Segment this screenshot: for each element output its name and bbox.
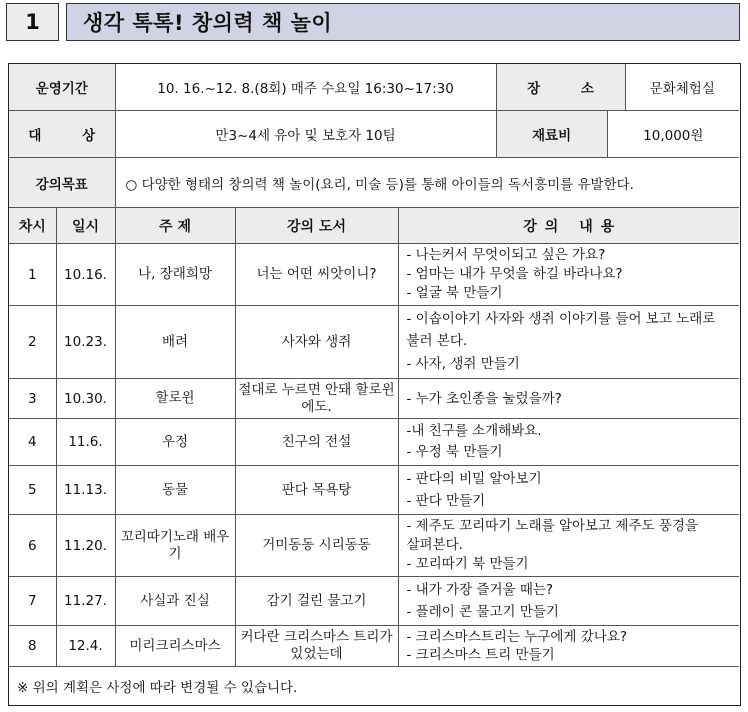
header-content: 강의 내용 (398, 208, 739, 244)
table-row (9, 515, 739, 577)
content-line: - 판다 만들기 (406, 493, 486, 509)
session-no: 6 (9, 515, 56, 577)
session-book: 판다 목욕탕 (235, 466, 398, 515)
target-label: 대 상 (9, 111, 115, 158)
header-topic: 주 제 (115, 208, 235, 244)
session-content (398, 515, 739, 577)
session-date: 11.13. (56, 466, 115, 515)
session-date: 11.20. (56, 515, 115, 577)
content-line: - 얼굴 북 만들기 (406, 285, 503, 301)
program-table (9, 64, 739, 705)
session-topic: 동물 (115, 466, 235, 515)
session-topic: 미리크리스마스 (115, 626, 235, 667)
session-book: 절대로 누르면 안돼 할로윈에도. (235, 379, 398, 419)
content-line: - 크리스마스 트리 만들기 (406, 647, 555, 663)
fee-cell (496, 111, 739, 158)
fee-label: 재료비 (497, 111, 608, 157)
session-content (398, 419, 739, 466)
table-row (9, 466, 739, 515)
content-line: - 크리스마스트리는 누구에게 갔나요? (406, 629, 628, 645)
info-row-period (9, 64, 739, 111)
session-no: 3 (9, 379, 56, 419)
session-no: 2 (9, 306, 56, 379)
content-line: - 사자, 생쥐 만들기 (406, 356, 520, 372)
content-line: - 누가 초인종을 눌렀을까? (406, 390, 562, 407)
section-number: 1 (6, 3, 59, 41)
session-book: 거미동동 시리동동 (235, 515, 398, 577)
session-date: 12.4. (56, 626, 115, 667)
content-line: - 플레이 콘 물고기 만들기 (406, 604, 559, 620)
info-row-goal (9, 158, 739, 208)
session-date: 10.23. (56, 306, 115, 379)
content-line: - 나는커서 무엇이되고 싶은 가요? (406, 247, 606, 263)
session-no: 8 (9, 626, 56, 667)
session-date: 10.30. (56, 379, 115, 419)
table-row (9, 379, 739, 419)
table-row (9, 626, 739, 667)
header-date: 일시 (56, 208, 115, 244)
content-line: - 제주도 꼬리따기 노래를 알아보고 제주도 풍경을 살펴본다. (406, 518, 698, 553)
table-row (9, 419, 739, 466)
session-no: 7 (9, 577, 56, 626)
session-topic: 배려 (115, 306, 235, 379)
session-date: 11.27. (56, 577, 115, 626)
session-date: 11.6. (56, 419, 115, 466)
target-value: 만3~4세 유아 및 보호자 10팀 (115, 111, 496, 158)
program-table-frame (8, 63, 741, 706)
period-value: 10. 16.~12. 8.(8회) 매주 수요일 16:30~17:30 (115, 64, 496, 111)
header-book: 강의 도서 (235, 208, 398, 244)
place-value: 문화체험실 (649, 81, 715, 97)
goal-label: 강의목표 (9, 158, 115, 208)
session-content (398, 577, 739, 626)
content-line: - 꼬리따기 북 만들기 (406, 556, 529, 572)
session-book: 감기 걸린 물고기 (235, 577, 398, 626)
session-topic: 꼬리따기노래 배우기 (115, 515, 235, 577)
content-line: - 엄마는 내가 무엇을 하길 바라나요? (406, 266, 623, 282)
content-line: - 내가 가장 즐거울 때는? (406, 582, 554, 598)
header-session: 차시 (9, 208, 56, 244)
note-row (9, 667, 739, 705)
session-no: 5 (9, 466, 56, 515)
session-topic: 나, 장래희망 (115, 244, 235, 306)
session-content (398, 379, 739, 419)
session-date: 10.16. (56, 244, 115, 306)
table-row (9, 306, 739, 379)
session-topic: 사실과 진실 (115, 577, 235, 626)
session-book: 친구의 전설 (235, 419, 398, 466)
session-book: 커다란 크리스마스 트리가 있었는데 (235, 626, 398, 667)
content-line: - 우정 북 만들기 (406, 444, 503, 460)
session-no: 1 (9, 244, 56, 306)
session-content (398, 466, 739, 515)
session-content (398, 626, 739, 667)
period-label: 운영기간 (9, 64, 115, 111)
table-row (9, 244, 739, 306)
place-label: 장 소 (497, 64, 626, 110)
content-line: - 이솝이야기 사자와 생쥐 이야기를 들어 보고 노래로 불러 본다. (406, 311, 716, 349)
session-content (398, 306, 739, 379)
goal-value: ○ 다양한 형태의 창의력 책 놀이(요리, 미술 등)를 통해 아이들의 독서흥미를 유발한다. (115, 158, 739, 208)
footnote: ※ 위의 계획은 사정에 따라 변경될 수 있습니다. (9, 667, 739, 705)
session-topic: 할로윈 (115, 379, 235, 419)
session-book: 너는 어떤 씨앗이니? (235, 244, 398, 306)
content-line: -내 친구를 소개해봐요. (406, 423, 542, 439)
page-title: 생각 톡톡! 창의력 책 놀이 (66, 3, 740, 41)
session-no: 4 (9, 419, 56, 466)
session-book: 사자와 생쥐 (235, 306, 398, 379)
place-cell (496, 64, 739, 111)
info-row-target (9, 111, 739, 158)
fee-value: 10,000원 (643, 128, 704, 144)
session-topic: 우정 (115, 419, 235, 466)
schedule-header-row (9, 208, 739, 244)
session-content (398, 244, 739, 306)
table-row (9, 577, 739, 626)
content-line: - 판다의 비밀 알아보기 (406, 471, 542, 487)
